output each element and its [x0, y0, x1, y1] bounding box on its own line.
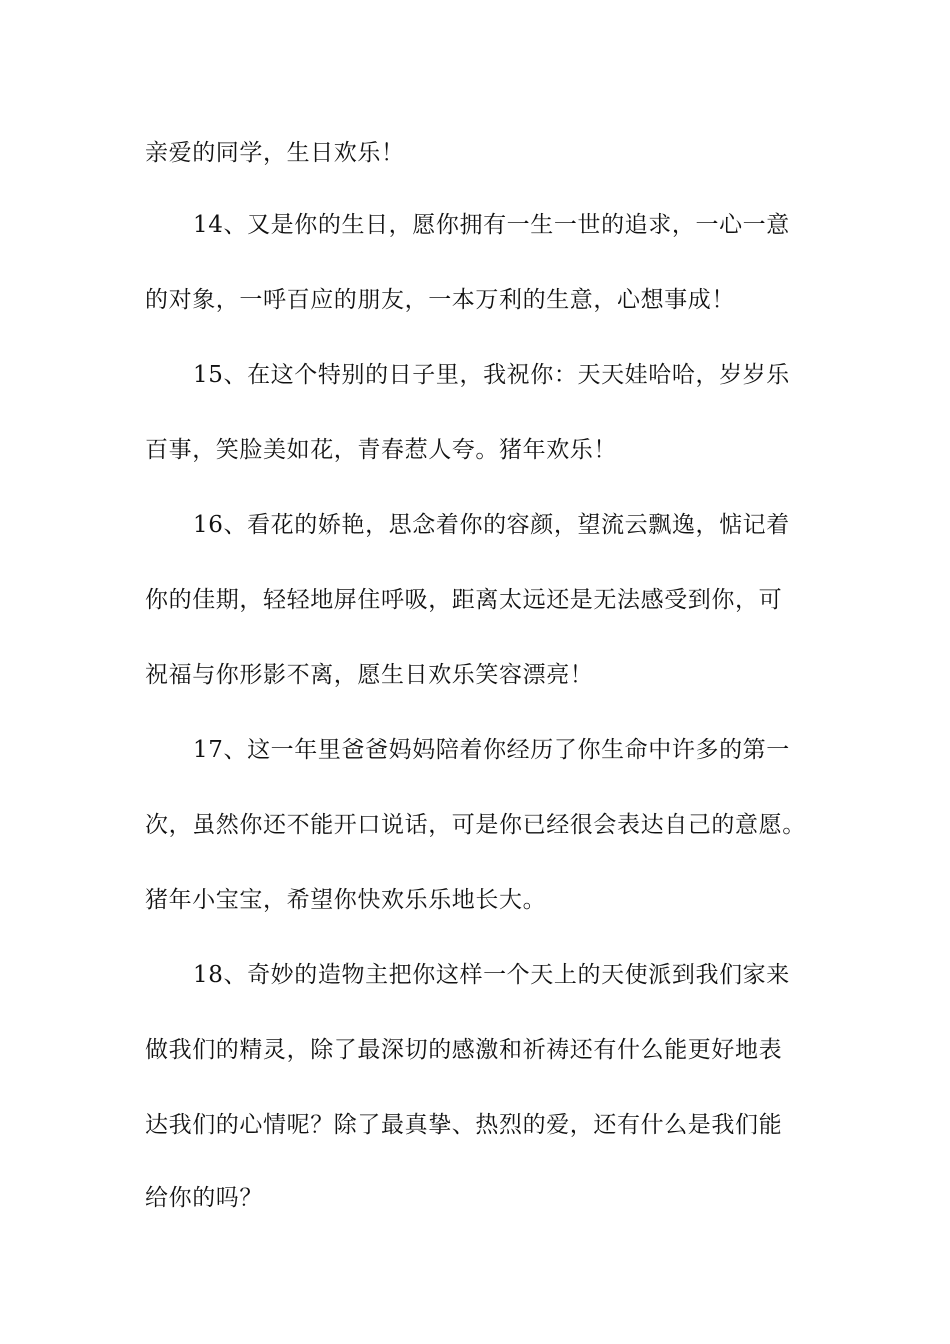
- text-line: 的对象，一呼百应的朋友，一本万利的生意，心想事成！: [145, 287, 735, 313]
- text-line: 亲爱的同学，生日欢乐！: [145, 140, 405, 166]
- paragraph-18-start: 18、奇妙的造物主把你这样一个天上的天使派到我们家来: [193, 962, 790, 988]
- text-line: 次，虽然你还不能开口说话，可是你已经很会表达自己的意愿。: [145, 812, 806, 838]
- paragraph-15-start: 15、在这个特别的日子里，我祝你：天天娃哈哈，岁岁乐: [193, 362, 790, 388]
- paragraph-14-start: 14、又是你的生日，愿你拥有一生一世的追求，一心一意: [193, 212, 790, 238]
- paragraph-16-start: 16、看花的娇艳，思念着你的容颜，望流云飘逸，惦记着: [193, 512, 790, 538]
- text-line: 你的佳期，轻轻地屏住呼吸，距离太远还是无法感受到你，可: [145, 587, 783, 613]
- text-line: 给你的吗？: [145, 1185, 263, 1211]
- text-line: 达我们的心情呢？除了最真挚、热烈的爱，还有什么是我们能: [145, 1112, 783, 1138]
- text-line: 猪年小宝宝，希望你快欢乐乐地长大。: [145, 887, 547, 913]
- paragraph-17-start: 17、这一年里爸爸妈妈陪着你经历了你生命中许多的第一: [193, 737, 790, 763]
- text-line: 祝福与你形影不离，愿生日欢乐笑容漂亮！: [145, 662, 594, 688]
- text-line: 百事，笑脸美如花，青春惹人夸。猪年欢乐！: [145, 437, 617, 463]
- text-line: 做我们的精灵，除了最深切的感激和祈祷还有什么能更好地表: [145, 1037, 783, 1063]
